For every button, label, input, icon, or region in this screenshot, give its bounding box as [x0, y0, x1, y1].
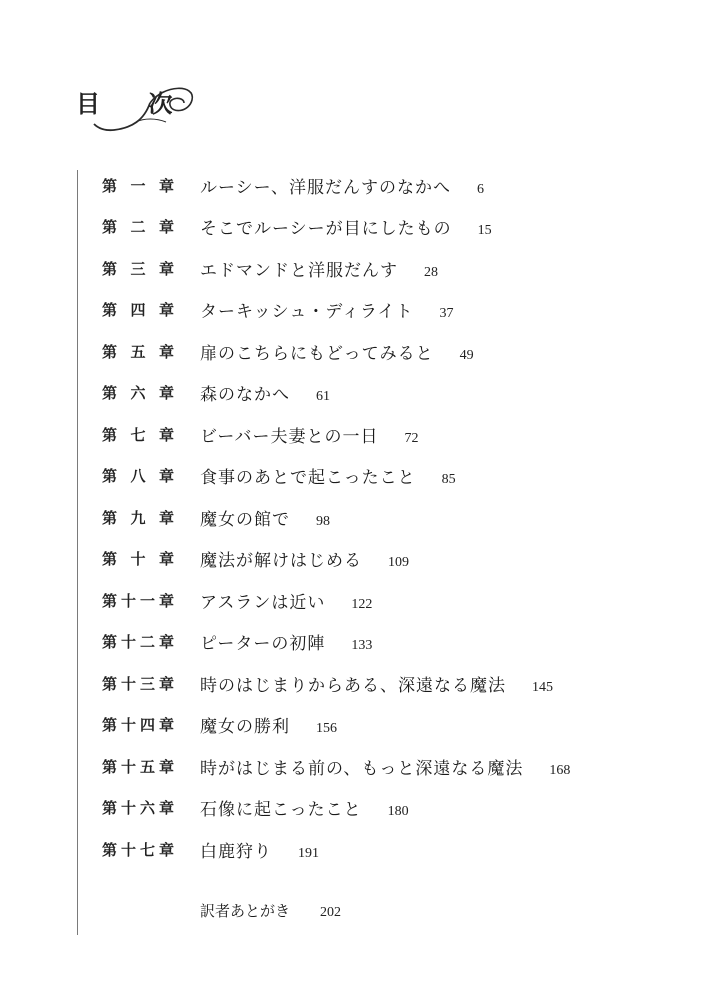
- chapter-number: 第 九 章: [102, 509, 174, 527]
- chapter-title: エドマンドと洋服だんす: [200, 261, 398, 281]
- chapter-title: ピーターの初陣: [200, 634, 326, 654]
- chapter-number: 第十三章: [102, 675, 174, 693]
- page-number: 6: [476, 182, 484, 197]
- margin-rule: [77, 170, 78, 935]
- chapter-number: 第 八 章: [102, 467, 174, 485]
- page-number: 49: [459, 348, 474, 363]
- page-number: 15: [477, 223, 492, 238]
- chapter-number: 第 五 章: [102, 343, 174, 361]
- afterword-entry: [200, 900, 341, 921]
- chapter-number: 第十五章: [102, 758, 174, 776]
- page-number: 180: [387, 804, 409, 819]
- page-number: 145: [532, 680, 553, 695]
- chapter-title: 時がはじまる前の、もっと深遠なる魔法: [200, 759, 524, 779]
- chapter-title: 扉のこちらにもどってみると: [200, 344, 434, 364]
- chapter-number: 第 三 章: [102, 260, 174, 278]
- chapter-number: 第 四 章: [102, 301, 174, 319]
- page-number: 85: [441, 472, 456, 487]
- page-number: 156: [316, 721, 337, 736]
- chapter-title: 魔女の勝利: [200, 717, 290, 737]
- page-number: 122: [351, 597, 373, 612]
- page-number: 191: [298, 846, 319, 861]
- page-number: 168: [549, 763, 571, 778]
- page-number: 98: [316, 514, 330, 529]
- afterword-title: 訳者あとがき: [200, 902, 291, 920]
- chapter-title: そこでルーシーが目にしたもの: [200, 219, 452, 239]
- chapter-number: 第十六章: [102, 799, 174, 817]
- page-number: 61: [316, 389, 330, 404]
- afterword-page-number: 202: [320, 905, 342, 920]
- chapter-number: 第十二章: [102, 633, 174, 651]
- chapter-title: ターキッシュ・ディライト: [200, 302, 414, 322]
- chapter-title: 時のはじまりからある、深遠なる魔法: [200, 676, 506, 696]
- page-number: 72: [404, 431, 419, 446]
- chapter-number: 第 一 章: [102, 177, 174, 195]
- chapter-number: 第 六 章: [102, 384, 174, 402]
- page-number: 37: [439, 306, 454, 321]
- chapter-number: 第十七章: [102, 841, 174, 859]
- chapter-title: アスランは近い: [200, 593, 326, 613]
- chapter-number: 第十四章: [102, 716, 174, 734]
- chapter-number: 第十一章: [102, 592, 174, 610]
- chapter-title: 魔女の館で: [200, 510, 290, 530]
- chapter-title: 石像に起こったこと: [200, 800, 362, 820]
- chapter-title: ビーバー夫妻との一日: [200, 427, 379, 447]
- page-number: 28: [424, 265, 438, 280]
- chapter-number: 第 十 章: [102, 550, 174, 568]
- chapter-number: 第 七 章: [102, 426, 174, 444]
- chapter-number: 第 二 章: [102, 218, 174, 236]
- chapter-title: 白鹿狩り: [200, 842, 272, 862]
- page-number: 133: [351, 638, 373, 653]
- flourish-ornament-icon: [92, 78, 202, 140]
- chapter-title: 魔法が解けはじめる: [200, 551, 362, 571]
- chapter-title: 食事のあとで起こったこと: [200, 468, 416, 488]
- page-number: 109: [388, 555, 409, 570]
- chapter-title: 森のなかへ: [200, 385, 290, 405]
- chapter-title: ルーシー、洋服だんすのなかへ: [200, 178, 451, 198]
- page-title: 目 次: [76, 89, 193, 118]
